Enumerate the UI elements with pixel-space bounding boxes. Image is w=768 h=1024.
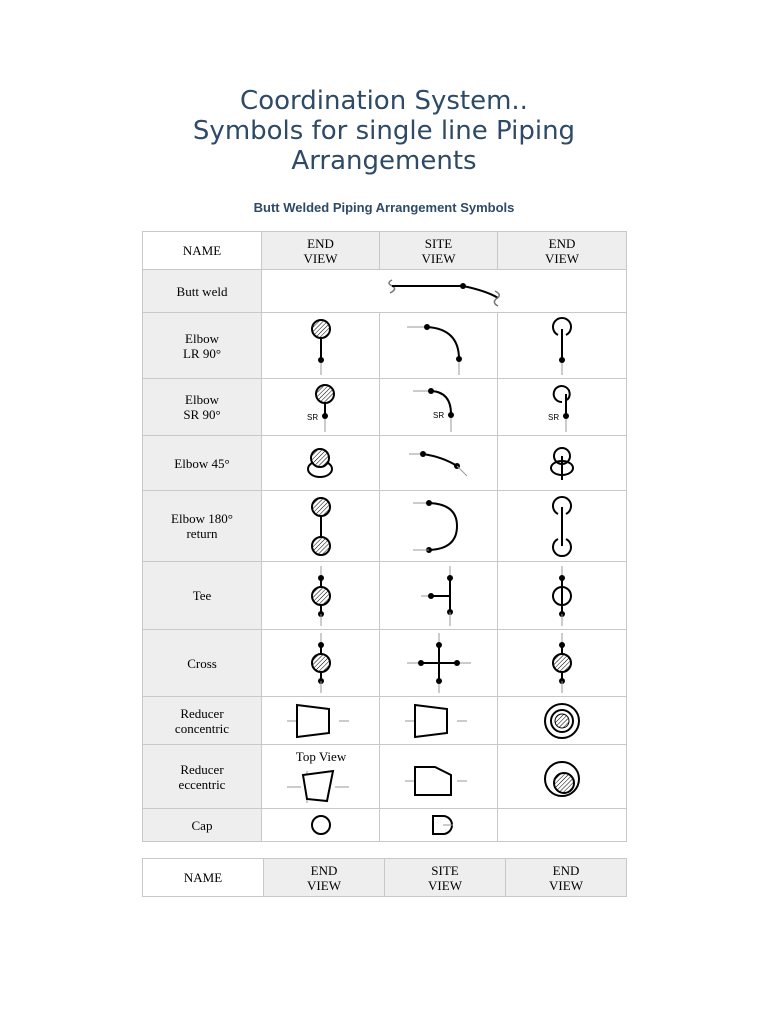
reducer-concentric-end-view xyxy=(262,697,380,745)
elbow-sr-end2-icon xyxy=(532,380,592,434)
row-label-elbow-sr: Elbow SR 90° xyxy=(143,379,262,436)
tee-end2-icon xyxy=(532,564,592,628)
table-row xyxy=(143,270,627,313)
row-label-reducer-eccentric: Reducer eccentric xyxy=(143,745,262,809)
elbow-lr-end-icon xyxy=(291,315,351,377)
row-label-cross: Cross xyxy=(143,630,262,697)
reducer-concentric-end-view-2 xyxy=(498,697,627,745)
reducer-concentric-end2-icon xyxy=(532,699,592,743)
row-label-elbow-45: Elbow 45° xyxy=(143,436,262,491)
reducer-concentric-site-icon xyxy=(399,699,479,743)
elbow-180-end-icon xyxy=(291,492,351,560)
cap-site-view xyxy=(380,809,498,842)
row-label-tee: Tee xyxy=(143,562,262,630)
elbow-45-end2-icon xyxy=(532,438,592,488)
elbow-lr-end-view xyxy=(262,313,380,379)
elbow-180-end2-icon xyxy=(532,492,592,560)
cap-end-view-2-empty xyxy=(498,809,627,842)
table-row xyxy=(143,809,627,842)
butt-weld-symbol-cell xyxy=(262,270,627,313)
elbow-lr-end-view-2 xyxy=(498,313,627,379)
row-label-butt-weld: Butt weld xyxy=(143,270,262,313)
symbols-table-2 xyxy=(142,858,627,897)
cross-end-view-2 xyxy=(498,630,627,697)
elbow-180-site-view xyxy=(380,491,498,562)
header-end-view-2: END VIEW xyxy=(506,859,627,897)
tee-site-icon xyxy=(399,564,479,628)
row-label-reducer-concentric: Reducer concentric xyxy=(143,697,262,745)
elbow-45-end-view xyxy=(262,436,380,491)
table-row xyxy=(143,313,627,379)
table-row xyxy=(143,745,627,809)
cross-end-view xyxy=(262,630,380,697)
cross-end-icon xyxy=(291,631,351,695)
cross-site-icon xyxy=(399,631,479,695)
elbow-45-end-icon xyxy=(291,438,351,488)
sr-label: SR xyxy=(548,413,560,422)
table-row xyxy=(143,436,627,491)
elbow-sr-site-icon xyxy=(399,380,479,434)
cap-site-icon xyxy=(409,811,469,839)
tee-end-view-2 xyxy=(498,562,627,630)
header-name: NAME xyxy=(143,232,262,270)
sr-label: SR xyxy=(432,411,444,420)
tee-site-view xyxy=(380,562,498,630)
reducer-eccentric-end2-icon xyxy=(532,747,592,807)
title-line-1: Coordination System.. xyxy=(240,86,528,116)
elbow-45-site-view xyxy=(380,436,498,491)
header-end-view: END VIEW xyxy=(262,232,380,270)
elbow-180-end-view xyxy=(262,491,380,562)
elbow-180-site-icon xyxy=(399,492,479,560)
reducer-eccentric-end-view xyxy=(262,745,380,809)
header-end-view: END VIEW xyxy=(264,859,385,897)
butt-weld-icon xyxy=(262,271,627,311)
row-label-elbow-180: Elbow 180° return xyxy=(143,491,262,562)
table-row xyxy=(143,491,627,562)
cap-end-icon xyxy=(301,811,341,839)
reducer-concentric-end-icon xyxy=(281,699,361,743)
elbow-sr-end-view xyxy=(262,379,380,436)
elbow-sr-end-view-2 xyxy=(498,379,627,436)
row-label-elbow-lr: Elbow LR 90° xyxy=(143,313,262,379)
elbow-sr-end-icon xyxy=(291,380,351,434)
table-caption: Butt Welded Piping Arrangement Symbols xyxy=(253,200,515,215)
cross-end2-icon xyxy=(532,631,592,695)
reducer-eccentric-site-icon xyxy=(399,747,479,807)
header-site-view: SITE VIEW xyxy=(385,859,506,897)
tee-end-icon xyxy=(291,564,351,628)
elbow-lr-site-view xyxy=(380,313,498,379)
symbols-table xyxy=(142,231,627,842)
elbow-45-site-icon xyxy=(399,438,479,488)
tee-end-view xyxy=(262,562,380,630)
sr-label: SR xyxy=(306,413,318,422)
header-end-view-2: END VIEW xyxy=(498,232,627,270)
elbow-sr-site-view xyxy=(380,379,498,436)
cap-end-view xyxy=(262,809,380,842)
elbow-lr-end2-icon xyxy=(532,315,592,377)
title-line-2: Symbols for single line Piping xyxy=(192,116,576,146)
elbow-45-end-view-2 xyxy=(498,436,627,491)
reducer-eccentric-end-icon xyxy=(281,747,361,807)
reducer-concentric-site-view xyxy=(380,697,498,745)
top-view-label: Top View xyxy=(295,748,346,764)
table-header-row xyxy=(143,232,627,270)
reducer-eccentric-site-view xyxy=(380,745,498,809)
page-title xyxy=(0,86,768,176)
cross-site-view xyxy=(380,630,498,697)
elbow-lr-site-icon xyxy=(399,315,479,377)
table-row xyxy=(143,630,627,697)
elbow-180-end-view-2 xyxy=(498,491,627,562)
reducer-eccentric-end-view-2 xyxy=(498,745,627,809)
table-row xyxy=(143,697,627,745)
title-line-3: Arrangements xyxy=(291,146,477,176)
header-name: NAME xyxy=(143,859,264,897)
row-label-cap: Cap xyxy=(143,809,262,842)
header-site-view: SITE VIEW xyxy=(380,232,498,270)
table-header-row xyxy=(143,859,627,897)
table-row xyxy=(143,379,627,436)
table-row xyxy=(143,562,627,630)
